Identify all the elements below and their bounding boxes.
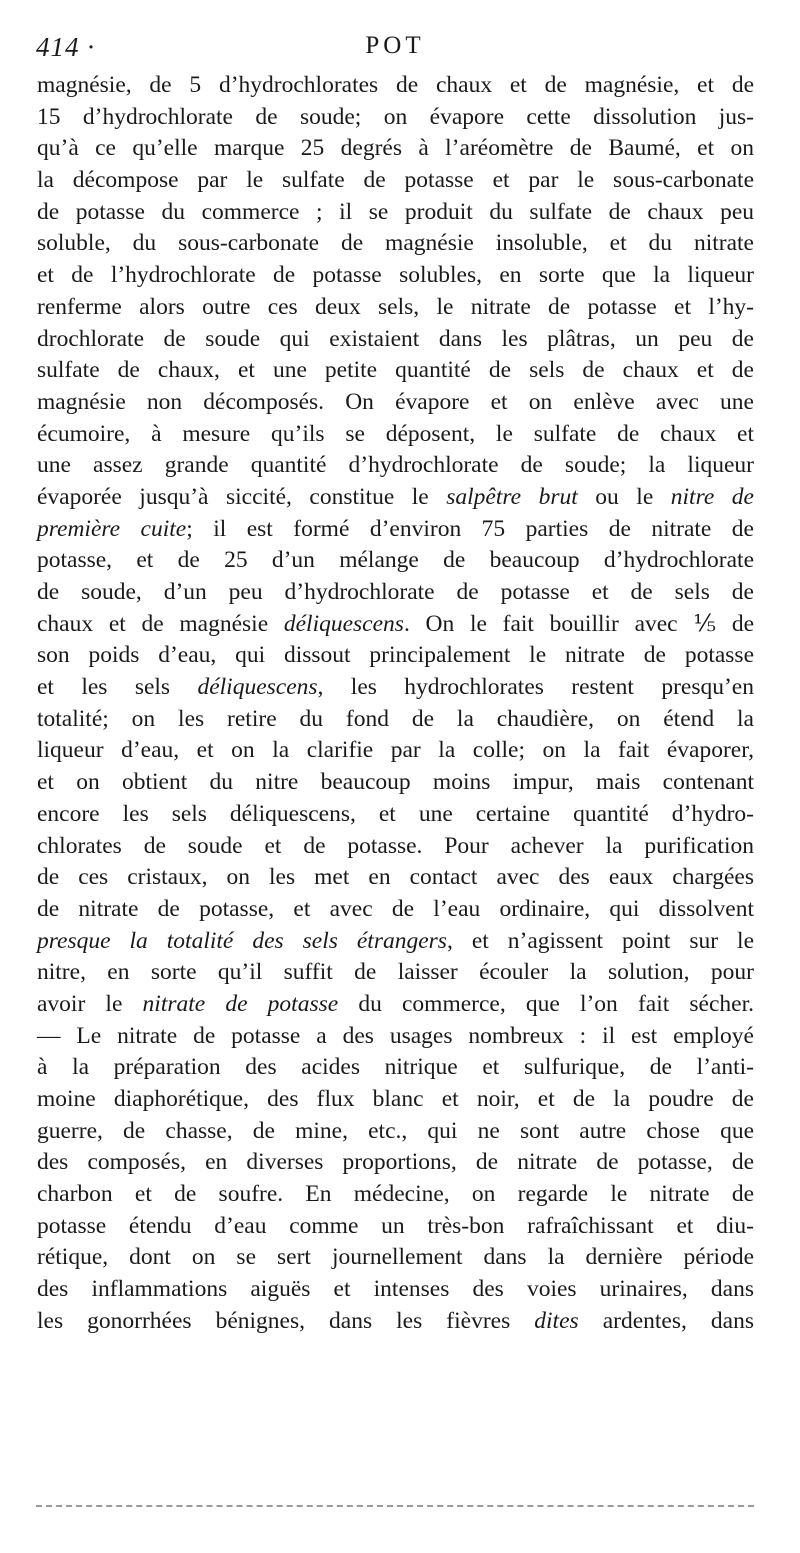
running-head: POT bbox=[365, 32, 425, 59]
text-line: moine diaphorétique, des flux blanc et noir, et de la poudre de bbox=[37, 1086, 754, 1112]
page-number: 414 · bbox=[36, 32, 95, 62]
text-line: avoir le nitrate de potasse du commerce, que l’on fait sécher. bbox=[37, 990, 754, 1017]
text-line: évaporée jusqu’à siccité, constitue le salpêtre brut ou le nitre de bbox=[37, 483, 754, 510]
text-line: totalité; on les retire du fond de la chaudière, on étend la bbox=[37, 705, 754, 732]
body-text bbox=[37, 70, 754, 1338]
bottom-rule bbox=[36, 1505, 754, 1507]
text-line: renferme alors outre ces deux sels, le nitrate de potasse et l’hy- bbox=[37, 293, 754, 320]
text-line: charbon et de soufre. En médecine, on regarde le nitrate de bbox=[37, 1181, 754, 1208]
text-line: de soude, d’un peu d’hydrochlorate de potasse et de sels de bbox=[37, 579, 754, 605]
text-line: soluble, du sous-carbonate de magnésie insoluble, et du nitrate bbox=[37, 230, 754, 257]
text-line: magnésie non décomposés. On évapore et on enlève avec une bbox=[37, 388, 754, 415]
text-line: les gonorrhées bénignes, dans les fièvres dites ardentes, dans bbox=[37, 1307, 754, 1334]
text-line: chaux et de magnésie déliquescens. On le fait bouillir avec ⅕ de bbox=[37, 610, 754, 637]
text-line: magnésie, de 5 d’hydrochlorates de chaux et de magnésie, et de bbox=[37, 72, 754, 98]
text-line: sulfate de chaux, et une petite quantité de sels de chaux et de bbox=[37, 357, 754, 384]
text-line: presque la totalité des sels étrangers, et n’agissent point sur le bbox=[37, 927, 754, 954]
text-line: et on obtient du nitre beaucoup moins impur, mais contenant bbox=[37, 769, 754, 796]
text-line: rétique, dont on se sert journellement dans la dernière période bbox=[37, 1244, 754, 1271]
text-line: à la préparation des acides nitrique et sulfurique, de l’anti- bbox=[37, 1054, 754, 1081]
text-line: de ces cristaux, on les met en contact avec des eaux chargées bbox=[37, 864, 754, 891]
text-line: et les sels déliquescens, les hydrochlorates restent presqu’en bbox=[37, 674, 754, 701]
text-line: liqueur d’eau, et on la clarifie par la colle; on la fait évaporer, bbox=[37, 737, 754, 764]
text-line: première cuite; il est formé d’environ 75 parties de nitrate de bbox=[37, 515, 754, 542]
text-line: une assez grande quantité d’hydrochlorate de soude; la liqueur bbox=[37, 452, 754, 479]
text-line: des inflammations aiguës et intenses des voies urinaires, dans bbox=[37, 1276, 754, 1303]
text-line: 15 d’hydrochlorate de soude; on évapore cette dissolution jus- bbox=[37, 103, 754, 130]
text-line: potasse étendu d’eau comme un très-bon rafraîchissant et diu- bbox=[37, 1212, 754, 1239]
text-line: — Le nitrate de potasse a des usages nombreux : il est employé bbox=[37, 1022, 754, 1049]
text-line: nitre, en sorte qu’il suffit de laisser écouler la solution, pour bbox=[37, 959, 754, 986]
text-line: encore les sels déliquescens, et une certaine quantité d’hydro- bbox=[37, 800, 754, 827]
text-line: guerre, de chasse, de mine, etc., qui ne sont autre chose que bbox=[37, 1117, 754, 1144]
text-line: des composés, en diverses proportions, de nitrate de potasse, de bbox=[37, 1149, 754, 1176]
text-line: son poids d’eau, qui dissout principalement le nitrate de potasse bbox=[37, 642, 754, 669]
text-line: chlorates de soude et de potasse. Pour achever la purification bbox=[37, 832, 754, 859]
text-line: la décompose par le sulfate de potasse et par le sous-carbonate bbox=[37, 167, 754, 194]
text-line: drochlorate de soude qui existaient dans les plâtras, un peu de bbox=[37, 325, 754, 352]
text-line: de potasse du commerce ; il se produit du sulfate de chaux peu bbox=[37, 198, 754, 225]
text-line: de nitrate de potasse, et avec de l’eau ordinaire, qui dissolvent bbox=[37, 895, 754, 922]
page-header bbox=[36, 32, 754, 72]
text-line: potasse, et de 25 d’un mélange de beaucoup d’hydrochlorate bbox=[37, 547, 754, 574]
text-line: qu’à ce qu’elle marque 25 degrés à l’aréomètre de Baumé, et on bbox=[37, 135, 754, 162]
text-line: et de l’hydrochlorate de potasse solubles, en sorte que la liqueur bbox=[37, 262, 754, 289]
text-line: écumoire, à mesure qu’ils se déposent, le sulfate de chaux et bbox=[37, 420, 754, 447]
